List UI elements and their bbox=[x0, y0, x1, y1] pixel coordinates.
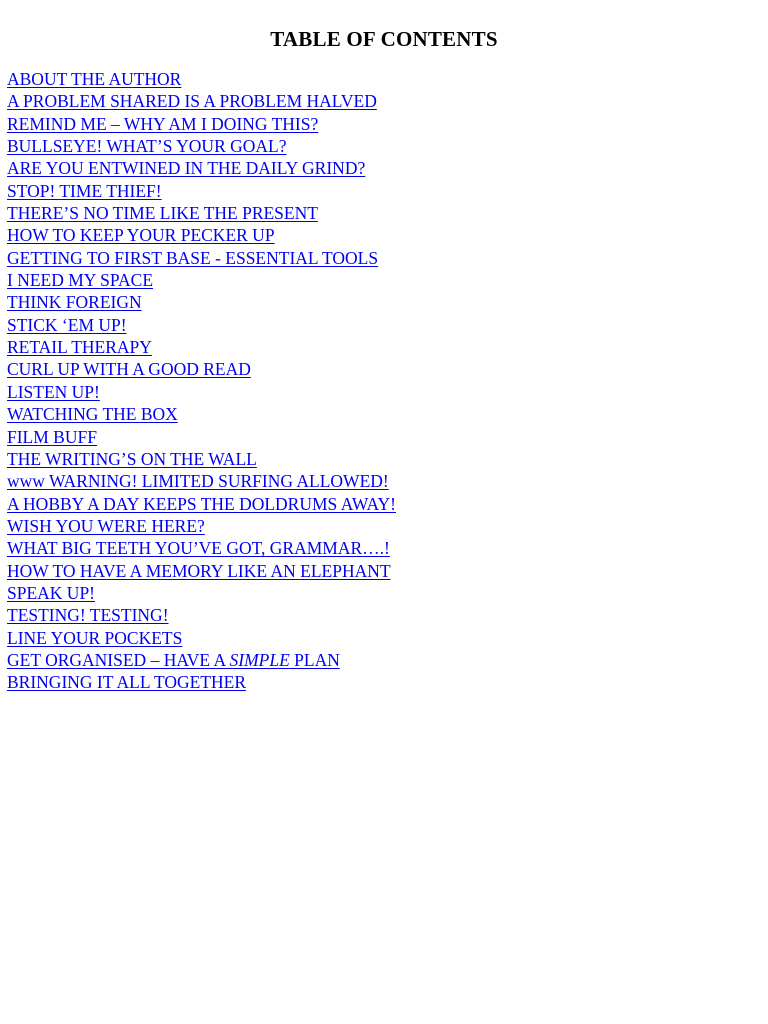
toc-item bbox=[7, 180, 396, 202]
toc-link[interactable] bbox=[7, 494, 396, 514]
toc-link[interactable] bbox=[7, 583, 95, 603]
toc-link[interactable] bbox=[7, 471, 389, 491]
toc-item bbox=[7, 113, 396, 135]
toc-item bbox=[7, 135, 396, 157]
toc-link-text: HOW TO KEEP YOUR PECKER UP bbox=[7, 225, 275, 246]
toc-item bbox=[7, 224, 396, 246]
toc-link[interactable] bbox=[7, 315, 127, 335]
toc-link[interactable] bbox=[7, 91, 377, 111]
toc-link-text: THE WRITING’S ON THE WALL bbox=[7, 448, 257, 469]
toc-link-text: I NEED MY SPACE bbox=[7, 270, 154, 291]
toc-item bbox=[7, 649, 396, 671]
toc-item bbox=[7, 68, 396, 90]
toc-link-text: REMIND ME – WHY AM I DOING THIS? bbox=[7, 113, 319, 134]
toc-link-text-after: PLAN bbox=[289, 649, 340, 670]
toc-link-text: STOP! TIME THIEF! bbox=[7, 180, 162, 201]
toc-item bbox=[7, 627, 396, 649]
toc-item bbox=[7, 157, 396, 179]
toc-link[interactable] bbox=[7, 69, 181, 89]
toc-item bbox=[7, 291, 396, 313]
toc-link[interactable] bbox=[7, 672, 246, 692]
toc-link[interactable] bbox=[7, 427, 97, 447]
toc-link[interactable] bbox=[7, 225, 275, 245]
toc-link-text: TESTING! TESTING! bbox=[7, 605, 169, 626]
toc-link-text: www WARNING! LIMITED SURFING ALLOWED! bbox=[7, 471, 389, 492]
toc-link[interactable] bbox=[7, 203, 318, 223]
toc-link-text: THINK FOREIGN bbox=[7, 292, 142, 313]
toc-link[interactable] bbox=[7, 650, 340, 670]
toc-link-text: SPEAK UP! bbox=[7, 582, 96, 603]
toc-link-text: THERE’S NO TIME LIKE THE PRESENT bbox=[7, 203, 318, 224]
toc-item bbox=[7, 515, 396, 537]
toc-link-text: LISTEN UP! bbox=[7, 381, 100, 402]
toc-link[interactable] bbox=[7, 628, 182, 648]
toc-item bbox=[7, 90, 396, 112]
toc-item bbox=[7, 470, 396, 492]
toc-title: TABLE OF CONTENTS bbox=[270, 27, 498, 51]
toc-item bbox=[7, 336, 396, 358]
toc-link-text: WHAT BIG TEETH YOU’VE GOT, GRAMMAR….! bbox=[7, 538, 390, 559]
toc-link[interactable] bbox=[7, 404, 178, 424]
toc-link-text: FILM BUFF bbox=[7, 426, 97, 447]
toc-link[interactable] bbox=[7, 516, 205, 536]
toc-link[interactable] bbox=[7, 605, 169, 625]
toc-item bbox=[7, 426, 396, 448]
toc-item bbox=[7, 604, 396, 626]
toc-link-text: A PROBLEM SHARED IS A PROBLEM HALVED bbox=[7, 91, 377, 112]
toc-link-emphasis: SIMPLE bbox=[229, 649, 290, 670]
toc-item bbox=[7, 671, 396, 693]
toc-item bbox=[7, 202, 396, 224]
toc-link[interactable] bbox=[7, 382, 100, 402]
toc-link-text: GETTING TO FIRST BASE - ESSENTIAL TOOLS bbox=[7, 247, 379, 268]
toc-item bbox=[7, 247, 396, 269]
toc-link-text: GET ORGANISED – HAVE A bbox=[7, 649, 230, 670]
toc-link[interactable] bbox=[7, 359, 251, 379]
toc-item bbox=[7, 493, 396, 515]
toc-item bbox=[7, 560, 396, 582]
toc-link-text: LINE YOUR POCKETS bbox=[7, 627, 183, 648]
toc-link[interactable] bbox=[7, 538, 390, 558]
toc-link-text: ARE YOU ENTWINED IN THE DAILY GRIND? bbox=[7, 158, 366, 179]
toc-link[interactable] bbox=[7, 136, 287, 156]
toc-link[interactable] bbox=[7, 449, 257, 469]
toc-link-text: WISH YOU WERE HERE? bbox=[7, 515, 205, 536]
toc-link[interactable] bbox=[7, 181, 162, 201]
toc-item bbox=[7, 314, 396, 336]
toc-link[interactable] bbox=[7, 248, 378, 268]
toc-link-text: ABOUT THE AUTHOR bbox=[7, 69, 182, 89]
toc-link-text: HOW TO HAVE A MEMORY LIKE AN ELEPHANT bbox=[7, 560, 391, 581]
toc-item bbox=[7, 358, 396, 380]
toc-link-text: STICK ‘EM UP! bbox=[7, 314, 127, 335]
toc-link[interactable] bbox=[7, 158, 365, 178]
toc-link[interactable] bbox=[7, 114, 318, 134]
toc-item bbox=[7, 381, 396, 403]
toc-link[interactable] bbox=[7, 270, 153, 290]
toc-item bbox=[7, 269, 396, 291]
toc-link[interactable] bbox=[7, 337, 152, 357]
toc-link[interactable] bbox=[7, 292, 142, 312]
toc-item bbox=[7, 582, 396, 604]
toc-link-text: CURL UP WITH A GOOD READ bbox=[7, 359, 251, 380]
toc-link-text: WATCHING THE BOX bbox=[7, 404, 178, 425]
toc-link-text: BULLSEYE! WHAT’S YOUR GOAL? bbox=[7, 136, 287, 157]
toc-link-text: RETAIL THERAPY bbox=[7, 337, 152, 358]
toc-link-text: A HOBBY A DAY KEEPS THE DOLDRUMS AWAY! bbox=[7, 493, 397, 514]
toc-item bbox=[7, 403, 396, 425]
toc-link[interactable] bbox=[7, 561, 391, 581]
toc-item bbox=[7, 448, 396, 470]
toc-list bbox=[7, 68, 396, 694]
toc-link-text: BRINGING IT ALL TOGETHER bbox=[7, 672, 246, 693]
toc-item bbox=[7, 537, 396, 559]
